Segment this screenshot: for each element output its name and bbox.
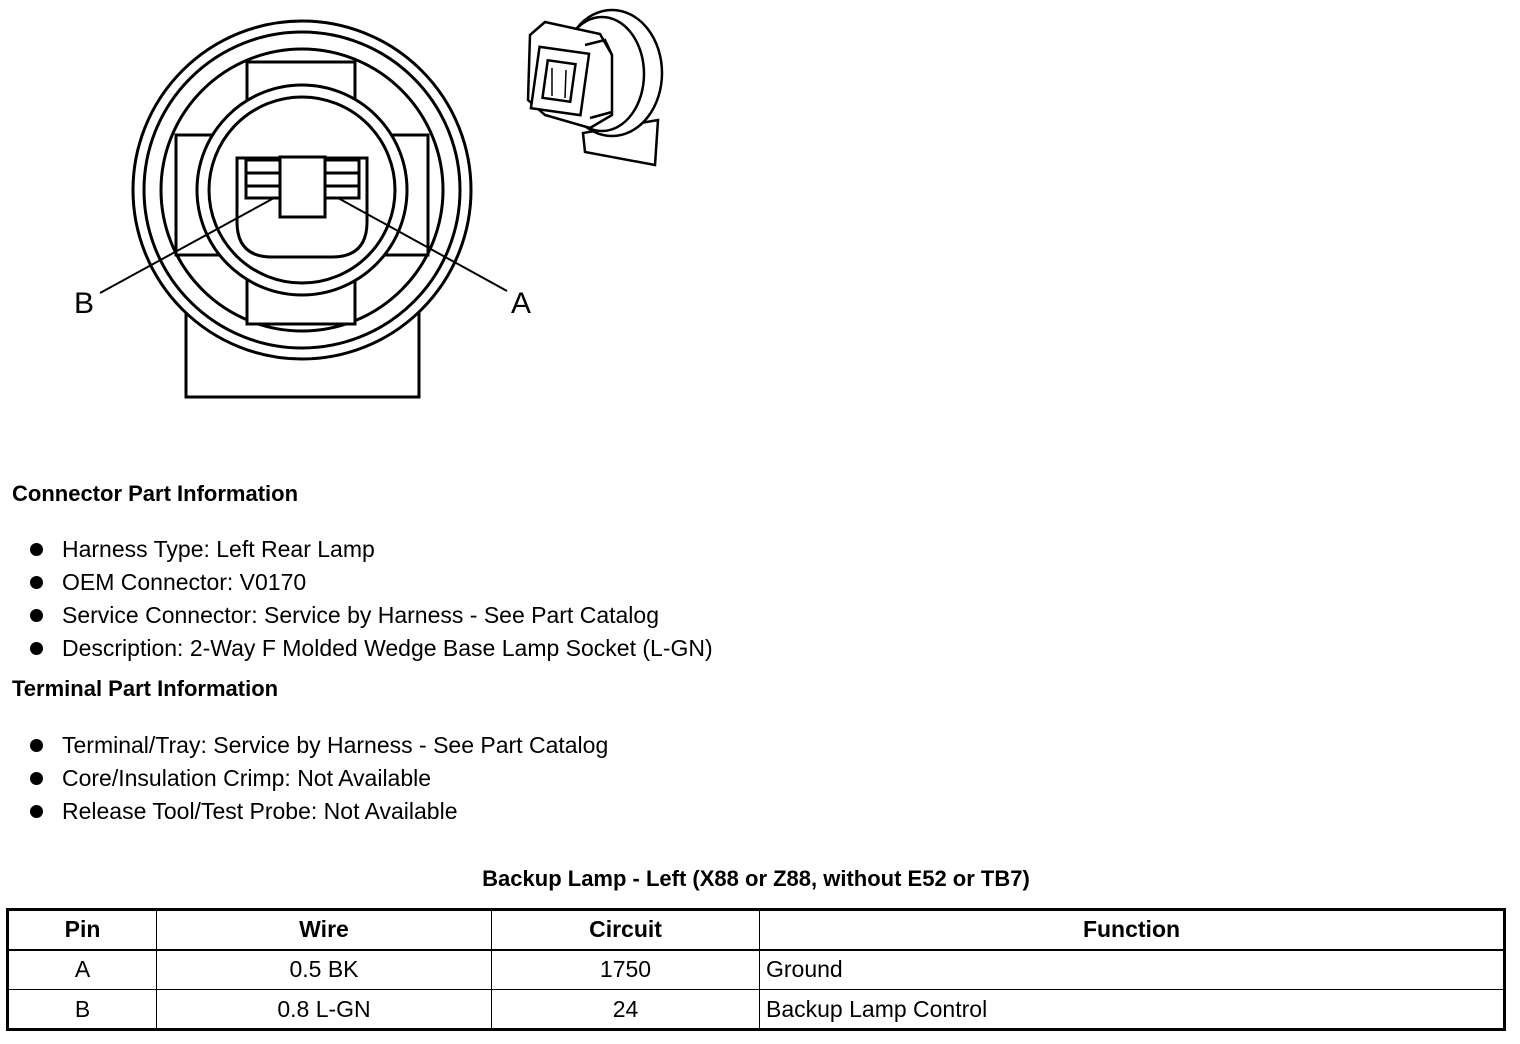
list-item: Terminal/Tray: Service by Harness - See Part Catalog: [30, 731, 608, 764]
cell-wire: 0.8 L-GN: [157, 990, 492, 1030]
cell-wire: 0.5 BK: [157, 950, 492, 990]
connector-part-info-list: [30, 535, 713, 667]
terminal-part-info-list: [30, 731, 608, 830]
cell-function: Ground: [760, 950, 1505, 990]
bullet-icon: [30, 805, 43, 818]
list-item: Harness Type: Left Rear Lamp: [30, 535, 713, 568]
column-header-pin: Pin: [8, 910, 157, 950]
list-item: Release Tool/Test Probe: Not Available: [30, 797, 608, 830]
list-item: Core/Insulation Crimp: Not Available: [30, 764, 608, 797]
bullet-icon: [30, 543, 43, 556]
cell-pin: B: [8, 990, 157, 1030]
terminal-a: [325, 160, 359, 198]
connector-face-diagram: [0, 0, 700, 410]
bullet-icon: [30, 576, 43, 589]
column-header-function: Function: [760, 910, 1505, 950]
pin-table: [6, 908, 1506, 1031]
terminal-b: [246, 160, 280, 198]
table-row: [8, 950, 1505, 990]
socket-isometric-view: [528, 10, 662, 165]
column-header-circuit: Circuit: [492, 910, 760, 950]
cell-function: Backup Lamp Control: [760, 990, 1505, 1030]
pin-table-caption: Backup Lamp - Left (X88 or Z88, without E52 or TB7): [482, 866, 1030, 891]
pin-label-a: A: [511, 287, 532, 320]
list-item: Service Connector: Service by Harness - See Part Catalog: [30, 601, 713, 634]
bullet-icon: [30, 609, 43, 622]
cell-circuit: 24: [492, 990, 760, 1030]
column-header-wire: Wire: [157, 910, 492, 950]
list-item: OEM Connector: V0170: [30, 568, 713, 601]
bullet-icon: [30, 739, 43, 752]
terminal-part-info-heading: Terminal Part Information: [12, 676, 279, 701]
bulb-base: [280, 157, 325, 217]
pin-label-b: B: [74, 287, 95, 320]
cell-circuit: 1750: [492, 950, 760, 990]
table-row: [8, 990, 1505, 1030]
table-header-row: [8, 910, 1505, 950]
list-item: Description: 2-Way F Molded Wedge Base Lamp Socket (L-GN): [30, 634, 713, 667]
bullet-icon: [30, 772, 43, 785]
cell-pin: A: [8, 950, 157, 990]
bullet-icon: [30, 642, 43, 655]
connector-part-info-heading: Connector Part Information: [12, 481, 299, 506]
